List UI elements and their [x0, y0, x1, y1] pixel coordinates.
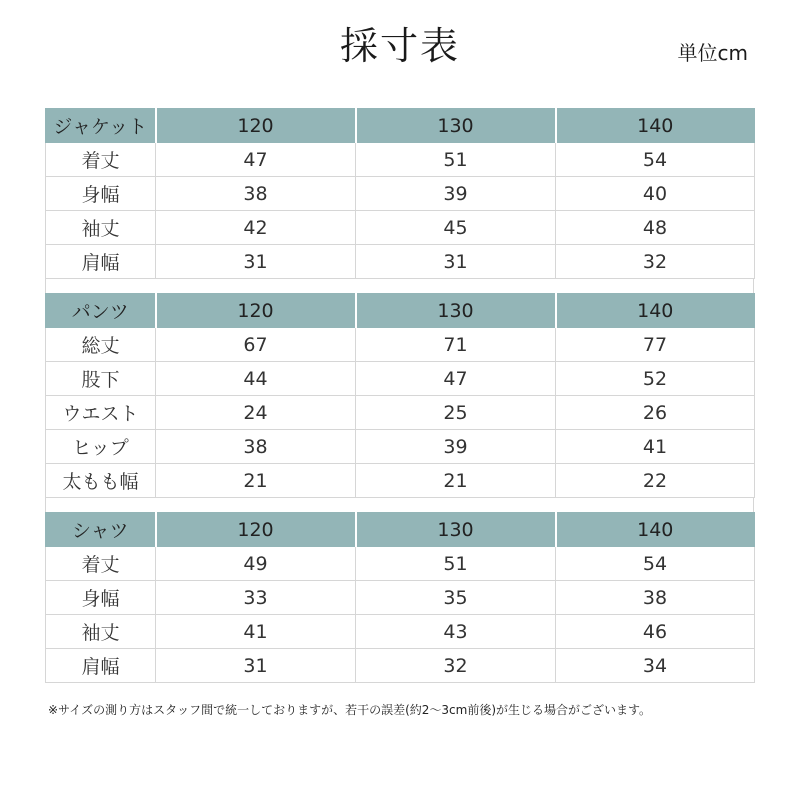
measure-value: 52 [556, 362, 755, 396]
measure-name: 肩幅 [46, 245, 156, 279]
measure-name: 股下 [46, 362, 156, 396]
measure-value: 41 [156, 615, 356, 649]
measure-value: 41 [556, 430, 755, 464]
measure-value: 71 [356, 328, 556, 362]
pants-size-table [45, 293, 755, 498]
measure-value: 43 [356, 615, 556, 649]
table-spacer [45, 279, 754, 293]
measure-name: 袖丈 [46, 211, 156, 245]
table-row [46, 547, 755, 581]
measure-value: 33 [156, 581, 356, 615]
measure-value: 48 [556, 211, 755, 245]
measure-name: 身幅 [46, 177, 156, 211]
measure-value: 21 [356, 464, 556, 498]
size-header: 130 [356, 109, 556, 143]
table-row [46, 362, 755, 396]
measure-value: 32 [356, 649, 556, 683]
jacket-header-row [46, 109, 755, 143]
measure-name: ウエスト [46, 396, 156, 430]
size-header: 140 [556, 513, 755, 547]
shirt-label: シャツ [46, 513, 156, 547]
measure-value: 39 [356, 177, 556, 211]
table-row [46, 328, 755, 362]
unit-label: 単位cm [677, 41, 748, 65]
measure-name: 身幅 [46, 581, 156, 615]
measure-name: ヒップ [46, 430, 156, 464]
measure-value: 31 [156, 649, 356, 683]
measure-value: 47 [156, 143, 356, 177]
jacket-size-table [45, 108, 755, 279]
measure-value: 38 [156, 177, 356, 211]
measure-value: 42 [156, 211, 356, 245]
measure-value: 31 [356, 245, 556, 279]
size-header: 130 [356, 294, 556, 328]
measure-value: 45 [356, 211, 556, 245]
table-row [46, 211, 755, 245]
size-header: 120 [156, 513, 356, 547]
table-row [46, 464, 755, 498]
measure-value: 51 [356, 547, 556, 581]
measure-value: 54 [556, 547, 755, 581]
table-row [46, 615, 755, 649]
measurement-note: ※サイズの測り方はスタッフ間で統一しておりますが、若干の誤差(約2〜3cm前後)が生じる場合がございます。 [48, 703, 652, 717]
measure-value: 24 [156, 396, 356, 430]
size-header: 140 [556, 109, 755, 143]
size-header: 120 [156, 109, 356, 143]
measure-value: 38 [556, 581, 755, 615]
table-row [46, 177, 755, 211]
page-title: 採寸表 [339, 24, 460, 68]
measure-value: 49 [156, 547, 356, 581]
measure-value: 31 [156, 245, 356, 279]
table-row [46, 581, 755, 615]
measure-value: 25 [356, 396, 556, 430]
measure-value: 39 [356, 430, 556, 464]
shirt-size-table [45, 512, 755, 683]
size-header: 120 [156, 294, 356, 328]
measure-value: 32 [556, 245, 755, 279]
measure-name: 肩幅 [46, 649, 156, 683]
size-header: 130 [356, 513, 556, 547]
measure-value: 21 [156, 464, 356, 498]
measure-name: 着丈 [46, 143, 156, 177]
measure-value: 22 [556, 464, 755, 498]
measure-value: 54 [556, 143, 755, 177]
table-row [46, 143, 755, 177]
table-row [46, 430, 755, 464]
measure-value: 51 [356, 143, 556, 177]
measure-value: 77 [556, 328, 755, 362]
measure-name: 袖丈 [46, 615, 156, 649]
table-row [46, 649, 755, 683]
measure-value: 44 [156, 362, 356, 396]
measure-value: 26 [556, 396, 755, 430]
jacket-label: ジャケット [46, 109, 156, 143]
measure-value: 67 [156, 328, 356, 362]
measure-value: 40 [556, 177, 755, 211]
table-spacer [45, 498, 754, 512]
pants-label: パンツ [46, 294, 156, 328]
measure-name: 太もも幅 [46, 464, 156, 498]
size-tables [45, 108, 754, 683]
measure-value: 34 [556, 649, 755, 683]
shirt-header-row [46, 513, 755, 547]
measure-value: 35 [356, 581, 556, 615]
table-row [46, 245, 755, 279]
table-row [46, 396, 755, 430]
measure-value: 38 [156, 430, 356, 464]
measure-name: 総丈 [46, 328, 156, 362]
measure-value: 47 [356, 362, 556, 396]
measure-value: 46 [556, 615, 755, 649]
measure-name: 着丈 [46, 547, 156, 581]
size-header: 140 [556, 294, 755, 328]
pants-header-row [46, 294, 755, 328]
